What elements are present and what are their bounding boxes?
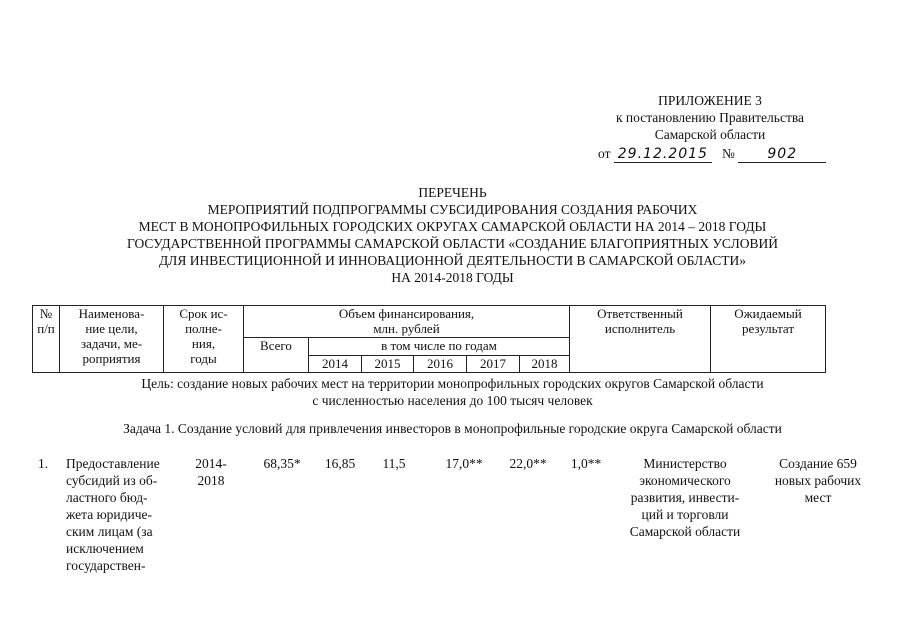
header-col-number: № п/п (33, 306, 60, 373)
handwritten-number: 902 (738, 146, 826, 163)
appendix-title: ПРИЛОЖЕНИЕ 3 (658, 93, 762, 108)
document-title (30, 184, 875, 286)
header-funding: Объем финансирования, млн. рублей (244, 306, 570, 338)
task-text: Задача 1. Создание условий для привлечения инвесторов в монопрофильные городские округа Самарской области (123, 421, 782, 436)
header-col-term: Срок ис- полне- ния, годы (164, 306, 244, 373)
header-year-2014: 2014 (309, 356, 362, 373)
row-2018: 1,0** (570, 456, 602, 471)
title-line-6: НА 2014-2018 ГОДЫ (391, 270, 514, 285)
resolution-date-number (598, 146, 826, 163)
row-2015: 11,5 (382, 456, 406, 471)
appendix-line-2: Самарской области (654, 127, 766, 142)
header-year-2015: 2015 (362, 356, 414, 373)
header-col-name: Наименова- ние цели, задачи, ме- роприятия (60, 306, 164, 373)
header-responsible: Ответственный исполнитель (570, 306, 711, 373)
row-2016: 17,0** (445, 456, 483, 471)
row-result: Создание 659 новых рабочих мест (774, 456, 862, 505)
row-2014: 16,85 (324, 456, 356, 471)
header-total: Всего (244, 338, 309, 373)
header-year-2018: 2018 (520, 356, 570, 373)
row-total: 68,35* (263, 456, 301, 471)
goal-text: Цель: создание новых рабочих мест на территории монопрофильных городских округов Самарской области с численностью населения до 100 тысяч человек (141, 376, 764, 408)
row-number: 1. (38, 456, 49, 471)
header-result: Ожидаемый результат (711, 306, 826, 373)
title-line-2: МЕРОПРИЯТИЙ ПОДПРОГРАММЫ СУБСИДИРОВАНИЯ СОЗДАНИЯ РАБОЧИХ (207, 202, 698, 217)
row-name: Предоставление субсидий из об- ластного бюд- жета юридиче- ским лицам (за исключением государствен- (66, 456, 160, 573)
handwritten-date: 29.12.2015 (614, 146, 712, 163)
title-line-1: ПЕРЕЧЕНЬ (418, 185, 487, 200)
row-2017: 22,0** (509, 456, 547, 471)
appendix-line-1: к постановлению Правительства (615, 110, 805, 125)
date-prefix: от (598, 146, 611, 161)
appendix-block (560, 92, 860, 143)
title-line-4: ГОСУДАРСТВЕННОЙ ПРОГРАММЫ САМАРСКОЙ ОБЛАСТИ «СОЗДАНИЕ БЛАГОПРИЯТНЫХ УСЛОВИЙ (127, 236, 778, 251)
title-line-3: МЕСТ В МОНОПРОФИЛЬНЫХ ГОРОДСКИХ ОКРУГАХ САМАРСКОЙ ОБЛАСТИ НА 2014 – 2018 ГОДЫ (138, 219, 767, 234)
measures-table-header (32, 305, 826, 373)
header-year-2017: 2017 (467, 356, 520, 373)
header-by-years: в том числе по годам (309, 338, 570, 356)
title-line-5: ДЛЯ ИНВЕСТИЦИОННОЙ И ИННОВАЦИОННОЙ ДЕЯТЕЛЬНОСТИ В САМАРСКОЙ ОБЛАСТИ» (158, 253, 747, 268)
row-term: 2014- 2018 (195, 456, 227, 488)
number-prefix: № (721, 146, 735, 161)
row-responsible: Министерство экономического развития, инвести- ций и торговли Самарской области (629, 456, 741, 539)
header-year-2016: 2016 (414, 356, 467, 373)
